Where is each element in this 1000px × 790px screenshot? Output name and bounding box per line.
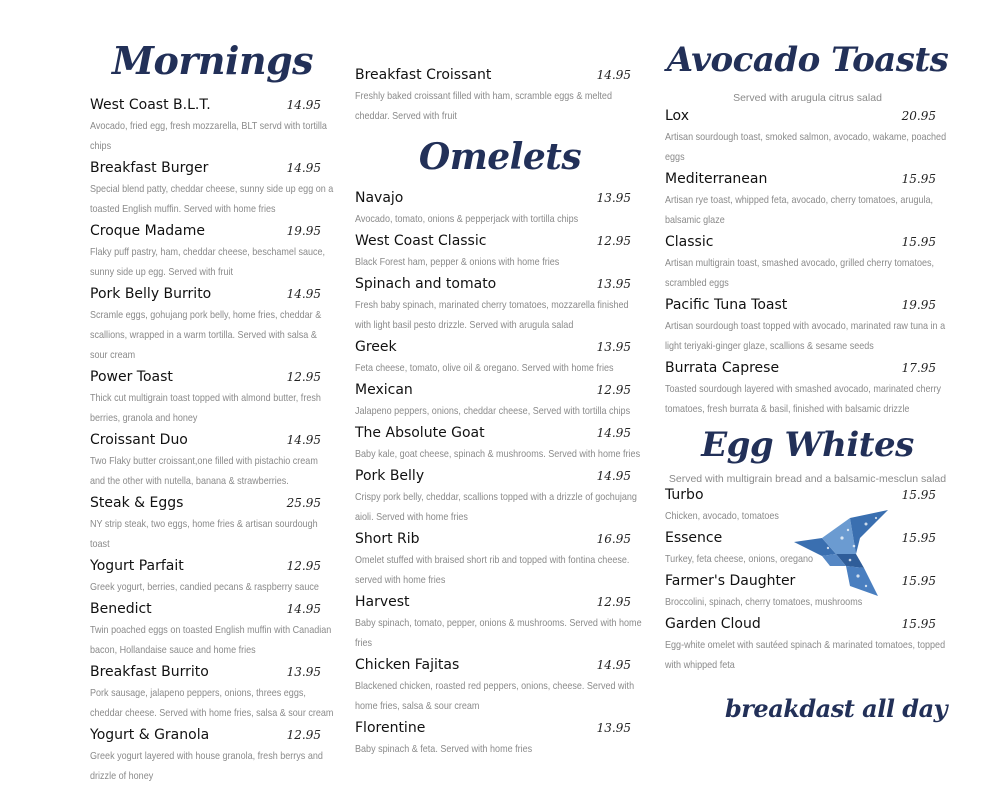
item-description: Avocado, tomato, onions & pepperjack with tortilla chips: [355, 213, 579, 225]
item-price: 19.95: [901, 298, 936, 312]
item-price: 16.95: [596, 532, 631, 546]
item-description: Omelet stuffed with braised short rib and topped with fontina cheese. served with home fries: [355, 554, 630, 586]
menu-item: [90, 369, 335, 428]
item-price: 12.95: [596, 234, 631, 248]
item-header: [90, 160, 335, 179]
avocado-toasts-title: Avocado Toasts: [666, 40, 949, 80]
item-price: 13.95: [596, 277, 631, 291]
menu-item: [355, 67, 645, 126]
item-name: Classic: [665, 234, 714, 250]
item-price: 12.95: [286, 559, 321, 573]
item-description: Artisan sourdough toast topped with avocado, marinated raw tuna in a light teriyaki-ginger glaze, scallions & sesame seeds: [665, 320, 946, 352]
item-price: 14.95: [596, 658, 631, 672]
item-header: [355, 382, 645, 401]
item-price: 14.95: [286, 98, 321, 112]
item-name: Greek: [355, 339, 397, 355]
item-description: Freshly baked croissant filled with ham, scramble eggs & melted cheddar. Served with fruit: [355, 90, 612, 122]
item-header: [90, 223, 335, 242]
item-header: [665, 108, 950, 127]
menu-item: [355, 276, 645, 335]
egg-whites-served-note: Served with multigrain bread and a balsamic-mesclun salad: [668, 473, 947, 485]
menu-item: [90, 495, 335, 554]
item-name: Yogurt Parfait: [90, 558, 184, 574]
item-name: The Absolute Goat: [355, 425, 485, 441]
item-header: [90, 495, 335, 514]
item-name: Farmer's Daughter: [665, 573, 796, 589]
item-header: [90, 558, 335, 577]
item-header: [355, 276, 645, 295]
menu-item: [355, 190, 645, 229]
item-header: [355, 657, 645, 676]
item-description: Feta cheese, tomato, olive oil & oregano. Served with home fries: [355, 362, 614, 374]
menu-item: [90, 286, 335, 365]
item-description: Baby spinach & feta. Served with home fries: [355, 743, 533, 755]
item-header: [90, 97, 335, 116]
item-description: Thick cut multigrain toast topped with almond butter, fresh berries, granola and honey: [90, 392, 321, 424]
item-header: [355, 594, 645, 613]
item-description: Egg-white omelet with sautéed spinach & marinated tomatoes, topped with whipped feta: [665, 639, 946, 671]
item-name: Croque Madame: [90, 223, 205, 239]
item-price: 15.95: [901, 235, 936, 249]
omelets-column: [355, 0, 645, 763]
item-price: 14.95: [286, 287, 321, 301]
item-description: Flaky puff pastry, ham, cheddar cheese, beschamel sauce, sunny side up egg. Served with fruit: [90, 246, 326, 278]
item-price: 15.95: [901, 172, 936, 186]
item-name: Garden Cloud: [665, 616, 761, 632]
item-description: Artisan sourdough toast, smoked salmon, avocado, wakame, poached eggs: [665, 131, 947, 163]
item-description: Broccolini, spinach, cherry tomatoes, mushrooms: [665, 596, 863, 608]
item-name: Benedict: [90, 601, 152, 617]
menu-item: [355, 720, 645, 759]
item-price: 12.95: [596, 595, 631, 609]
item-description: Two Flaky butter croissant,one filled with pistachio cream and the other with nutella, banana & strawberries.: [90, 455, 318, 487]
item-header: [355, 190, 645, 209]
item-price: 13.95: [596, 340, 631, 354]
item-description: Artisan rye toast, whipped feta, avocado, cherry tomatoes, arugula, balsamic glaze: [665, 194, 934, 226]
item-name: Steak & Eggs: [90, 495, 184, 511]
item-price: 14.95: [596, 68, 631, 82]
menu-item: [355, 468, 645, 527]
item-description: Special blend patty, cheddar cheese, sunny side up egg on a toasted English muffin. Served with home fries: [90, 183, 334, 215]
item-name: Breakfast Burrito: [90, 664, 209, 680]
menu-item: [90, 223, 335, 282]
item-price: 13.95: [596, 191, 631, 205]
egg-whites-title: Egg Whites: [701, 425, 914, 465]
item-description: Avocado, fried egg, fresh mozzarella, BLT servd with tortilla chips: [90, 120, 327, 152]
item-name: Lox: [665, 108, 689, 124]
item-name: Pacific Tuna Toast: [665, 297, 788, 313]
menu-item: [90, 160, 335, 219]
item-name: Mediterranean: [665, 171, 768, 187]
item-header: [355, 233, 645, 252]
item-header: [665, 487, 950, 506]
bird-tail: [846, 566, 878, 596]
item-name: Chicken Fajitas: [355, 657, 460, 673]
menu-item: [355, 339, 645, 378]
item-price: 15.95: [901, 488, 936, 502]
item-price: 14.95: [286, 433, 321, 447]
item-name: Power Toast: [90, 369, 173, 385]
item-name: Mexican: [355, 382, 413, 398]
item-description: Scramle eggs, gohujang pork belly, home fries, cheddar & scallions, wrapped in a warm tortilla. Served with salsa & sour cream: [90, 309, 322, 361]
item-price: 19.95: [286, 224, 321, 238]
item-header: [90, 664, 335, 683]
item-name: Pork Belly: [355, 468, 425, 484]
item-price: 14.95: [286, 161, 321, 175]
item-name: Turbo: [665, 487, 704, 503]
tagline: breakdast all day: [725, 694, 948, 723]
item-price: 15.95: [901, 531, 936, 545]
menu-item: [90, 558, 335, 597]
item-header: [665, 297, 950, 316]
item-price: 13.95: [286, 665, 321, 679]
menu-item: [665, 234, 950, 293]
item-description: Black Forest ham, pepper & onions with home fries: [355, 256, 560, 268]
item-header: [665, 360, 950, 379]
menu-item: [355, 382, 645, 421]
item-name: Pork Belly Burrito: [90, 286, 212, 302]
item-description: Crispy pork belly, cheddar, scallions topped with a drizzle of gochujang aioli. Served with home fries: [355, 491, 637, 523]
item-description: Baby spinach, tomato, pepper, onions & mushrooms. Served with home fries: [355, 617, 642, 649]
item-name: Short Rib: [355, 531, 420, 547]
item-price: 20.95: [901, 109, 936, 123]
item-header: [355, 339, 645, 358]
item-price: 12.95: [596, 383, 631, 397]
omelets-list: [355, 190, 645, 759]
menu-item: [665, 297, 950, 356]
item-name: Burrata Caprese: [665, 360, 780, 376]
menu-item: [90, 601, 335, 660]
item-name: West Coast B.L.T.: [90, 97, 211, 113]
item-description: Chicken, avocado, tomatoes: [665, 510, 779, 522]
item-price: 14.95: [596, 469, 631, 483]
item-name: Navajo: [355, 190, 404, 206]
item-price: 14.95: [596, 426, 631, 440]
mornings-column: [90, 0, 335, 790]
item-description: Twin poached eggs on toasted English muffin with Canadian bacon, Hollandaise sauce and home fries: [90, 624, 332, 656]
item-description: Fresh baby spinach, marinated cherry tomatoes, mozzarella finished with light basil pesto drizzle. Served with arugula salad: [355, 299, 629, 331]
item-description: Pork sausage, jalapeno peppers, onions, threes eggs, cheddar cheese. Served with home fries, salsa & sour cream: [90, 687, 334, 719]
menu-item: [665, 171, 950, 230]
item-header: [90, 286, 335, 305]
item-header: [355, 531, 645, 550]
item-description: NY strip steak, two eggs, home fries & artisan sourdough toast: [90, 518, 318, 550]
item-description: Blackened chicken, roasted red peppers, onions, cheese. Served with home fries, salsa & sour cream: [355, 680, 635, 712]
item-price: 15.95: [901, 574, 936, 588]
item-name: Breakfast Burger: [90, 160, 209, 176]
item-header: [355, 425, 645, 444]
item-name: Yogurt & Granola: [90, 727, 210, 743]
menu-item: [665, 616, 950, 675]
item-description: Toasted sourdough layered with smashed avocado, marinated cherry tomatoes, fresh burrata & basil, finished with balsamic drizzle: [665, 383, 942, 415]
menu-item: [355, 657, 645, 716]
item-name: Essence: [665, 530, 723, 546]
item-description: Jalapeno peppers, onions, cheddar cheese, Served with tortilla chips: [355, 405, 631, 417]
menu-item: [665, 360, 950, 419]
item-header: [90, 601, 335, 620]
mornings-title: Mornings: [111, 38, 314, 83]
item-header: [90, 727, 335, 746]
menu-item: [355, 425, 645, 464]
item-name: West Coast Classic: [355, 233, 487, 249]
item-price: 25.95: [286, 496, 321, 510]
item-price: 14.95: [286, 602, 321, 616]
item-price: 13.95: [596, 721, 631, 735]
item-header: [355, 468, 645, 487]
item-header: [665, 616, 950, 635]
item-name: Breakfast Croissant: [355, 67, 492, 83]
menu-item: [355, 531, 645, 590]
menu-item: [90, 432, 335, 491]
mornings-list: [90, 97, 335, 786]
menu-item: [90, 664, 335, 723]
item-header: [90, 369, 335, 388]
origami-bird-icon: [792, 508, 894, 600]
item-name: Croissant Duo: [90, 432, 188, 448]
item-description: Artisan multigrain toast, smashed avocado, grilled cherry tomatoes, scrambled eggs: [665, 257, 935, 289]
item-header: [355, 720, 645, 739]
item-price: 15.95: [901, 617, 936, 631]
item-price: 12.95: [286, 370, 321, 384]
item-description: Baby kale, goat cheese, spinach & mushrooms. Served with home fries: [355, 448, 641, 460]
menu-item: [355, 594, 645, 653]
menu-item: [665, 108, 950, 167]
menu-item: [355, 233, 645, 272]
item-name: Harvest: [355, 594, 410, 610]
item-header: [665, 171, 950, 190]
item-name: Florentine: [355, 720, 426, 736]
item-name: Spinach and tomato: [355, 276, 497, 292]
item-header: [665, 234, 950, 253]
bird-wing-tip: [850, 510, 888, 554]
avocado-served-note: Served with arugula citrus salad: [733, 92, 882, 104]
item-header: [90, 432, 335, 451]
item-description: Turkey, feta cheese, onions, oregano: [665, 553, 814, 565]
item-description: Greek yogurt layered with house granola, fresh berrys and drizzle of honey: [90, 750, 323, 782]
menu-item: [90, 727, 335, 786]
omelets-title: Omelets: [418, 136, 582, 178]
menu-item: [90, 97, 335, 156]
item-description: Greek yogurt, berries, candied pecans & raspberry sauce: [90, 581, 319, 593]
item-price: 17.95: [901, 361, 936, 375]
avocado-list: [665, 108, 950, 419]
item-price: 12.95: [286, 728, 321, 742]
